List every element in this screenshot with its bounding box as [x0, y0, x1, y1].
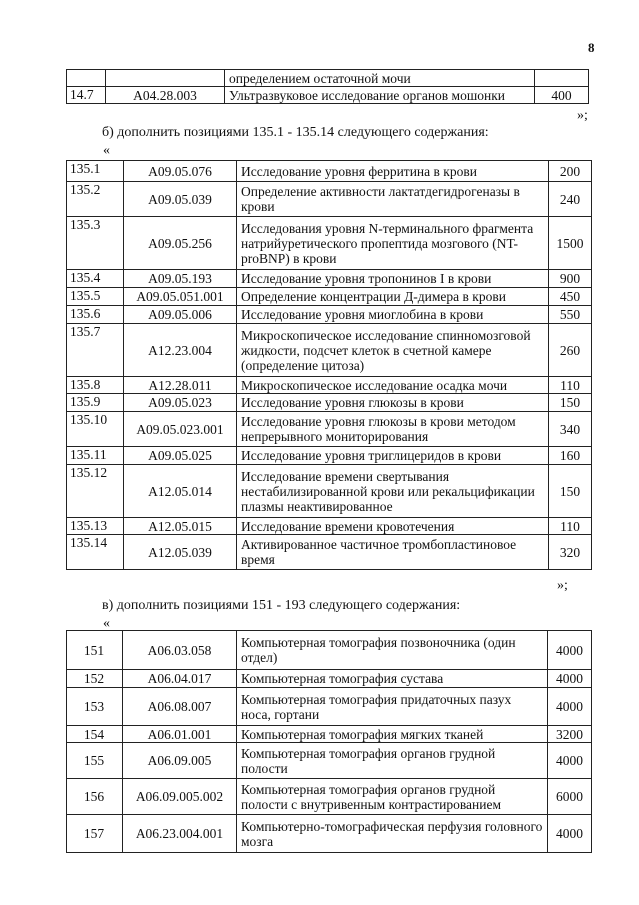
service-name: Исследование уровня миоглобина в крови — [237, 306, 549, 324]
service-price: 1500 — [549, 217, 592, 270]
service-price: 110 — [549, 518, 592, 535]
table-row — [67, 412, 592, 447]
service-code: A09.05.006 — [124, 306, 237, 324]
service-price: 160 — [549, 447, 592, 465]
page-number: 8 — [588, 40, 595, 55]
service-code: A06.01.001 — [123, 726, 237, 743]
service-name: Компьютерная томография сустава — [237, 670, 548, 688]
table-row — [67, 465, 592, 518]
table-row — [67, 182, 592, 217]
service-price: 110 — [549, 377, 592, 394]
row-number: 135.8 — [67, 377, 124, 394]
table-row — [67, 779, 592, 815]
row-number: 135.2 — [67, 182, 124, 217]
service-price: 4000 — [548, 688, 592, 726]
row-number: 135.11 — [67, 447, 124, 465]
table-row — [67, 394, 592, 412]
service-name: Компьютерная томография органов грудной полости — [237, 743, 548, 779]
service-price: 320 — [549, 535, 592, 570]
service-price: 4000 — [548, 815, 592, 853]
service-code: A12.28.011 — [124, 377, 237, 394]
service-price — [535, 70, 589, 87]
service-price: 450 — [549, 288, 592, 306]
table-row — [67, 670, 592, 688]
table-row — [67, 217, 592, 270]
row-number: 152 — [67, 670, 123, 688]
service-name: Исследование уровня глюкозы в крови методом непрерывного мониторирования — [237, 412, 549, 447]
service-price: 400 — [535, 87, 589, 104]
service-price: 4000 — [548, 743, 592, 779]
service-name: Компьютерная томография мягких тканей — [237, 726, 548, 743]
service-name: Определение концентрации Д-димера в крови — [237, 288, 549, 306]
table-row — [67, 377, 592, 394]
row-number: 135.13 — [67, 518, 124, 535]
row-number: 135.5 — [67, 288, 124, 306]
table-row — [67, 306, 592, 324]
service-name: Исследование уровня ферритина в крови — [237, 161, 549, 182]
closing-quote: »; — [557, 578, 568, 593]
service-name: Компьютерная томография позвоночника (один отдел) — [237, 631, 548, 670]
service-name: Активированное частичное тромбопластиновое время — [237, 535, 549, 570]
service-code: A06.03.058 — [123, 631, 237, 670]
row-number: 14.7 — [67, 87, 106, 104]
row-number: 135.10 — [67, 412, 124, 447]
service-name: Компьютерная томография органов грудной полости с внутривенным контрастированием — [237, 779, 548, 815]
table-row — [67, 324, 592, 377]
service-name: Исследование времени кровотечения — [237, 518, 549, 535]
table-row — [67, 726, 592, 743]
service-name: Исследование уровня тропонинов I в крови — [237, 270, 549, 288]
table-row — [67, 743, 592, 779]
service-price: 340 — [549, 412, 592, 447]
service-name: Микроскопическое исследование осадка мочи — [237, 377, 549, 394]
service-name: Исследование уровня триглицеридов в крови — [237, 447, 549, 465]
row-number: 157 — [67, 815, 123, 853]
section-c-heading: в) дополнить позициями 151 - 193 следующего содержания: — [102, 598, 461, 613]
service-price: 200 — [549, 161, 592, 182]
service-code: A12.05.039 — [124, 535, 237, 570]
service-code: A06.09.005.002 — [123, 779, 237, 815]
service-price: 150 — [549, 465, 592, 518]
service-code: A09.05.039 — [124, 182, 237, 217]
table-row — [67, 518, 592, 535]
service-code: A09.05.023 — [124, 394, 237, 412]
top-table — [66, 69, 589, 104]
service-price: 6000 — [548, 779, 592, 815]
table-row — [67, 270, 592, 288]
closing-quote: »; — [577, 108, 588, 123]
table-row — [67, 87, 589, 104]
service-code: A06.08.007 — [123, 688, 237, 726]
table-row — [67, 688, 592, 726]
service-code: A09.05.193 — [124, 270, 237, 288]
service-name: Ультразвуковое исследование органов мошонки — [225, 87, 535, 104]
row-number: 155 — [67, 743, 123, 779]
service-name: Компьютерно-томографическая перфузия головного мозга — [237, 815, 548, 853]
table-row — [67, 815, 592, 853]
service-name: Исследования уровня N-терминального фрагмента натрийуретического пропептида мозгового (NT-proBNP) в крови — [237, 217, 549, 270]
service-code: A04.28.003 — [106, 87, 225, 104]
opening-quote: « — [103, 143, 110, 158]
service-price: 3200 — [548, 726, 592, 743]
opening-quote: « — [103, 616, 110, 631]
row-number: 135.6 — [67, 306, 124, 324]
service-price: 4000 — [548, 631, 592, 670]
section-b-heading: б) дополнить позициями 135.1 - 135.14 следующего содержания: — [102, 125, 489, 140]
row-number: 135.14 — [67, 535, 124, 570]
service-price: 550 — [549, 306, 592, 324]
service-name: Исследование времени свертывания нестабилизированной крови или рекальцификации плазмы неактивированное — [237, 465, 549, 518]
service-name: определением остаточной мочи — [225, 70, 535, 87]
service-name: Определение активности лактатдегидрогеназы в крови — [237, 182, 549, 217]
service-price: 150 — [549, 394, 592, 412]
service-name: Исследование уровня глюкозы в крови — [237, 394, 549, 412]
row-number: 135.12 — [67, 465, 124, 518]
table-row — [67, 631, 592, 670]
row-number: 135.4 — [67, 270, 124, 288]
service-code: A06.09.005 — [123, 743, 237, 779]
service-price: 260 — [549, 324, 592, 377]
table-row — [67, 288, 592, 306]
service-code: A06.04.017 — [123, 670, 237, 688]
table-row — [67, 70, 589, 87]
row-number: 154 — [67, 726, 123, 743]
service-code: A06.23.004.001 — [123, 815, 237, 853]
table-row — [67, 161, 592, 182]
row-number — [67, 70, 106, 87]
service-code: A12.05.015 — [124, 518, 237, 535]
table-row — [67, 447, 592, 465]
service-price: 4000 — [548, 670, 592, 688]
service-name: Компьютерная томография придаточных пазух носа, гортани — [237, 688, 548, 726]
service-code: A09.05.025 — [124, 447, 237, 465]
section-b-table — [66, 160, 592, 570]
service-code: A09.05.051.001 — [124, 288, 237, 306]
service-code: A09.05.076 — [124, 161, 237, 182]
service-code — [106, 70, 225, 87]
row-number: 135.1 — [67, 161, 124, 182]
service-price: 900 — [549, 270, 592, 288]
row-number: 135.7 — [67, 324, 124, 377]
row-number: 135.3 — [67, 217, 124, 270]
service-price: 240 — [549, 182, 592, 217]
section-c-table — [66, 630, 592, 853]
service-name: Микроскопическое исследование спинномозговой жидкости, подсчет клеток в счетной камере (определение цитоза) — [237, 324, 549, 377]
row-number: 151 — [67, 631, 123, 670]
service-code: A09.05.023.001 — [124, 412, 237, 447]
row-number: 153 — [67, 688, 123, 726]
service-code: A09.05.256 — [124, 217, 237, 270]
table-row — [67, 535, 592, 570]
row-number: 135.9 — [67, 394, 124, 412]
service-code: A12.23.004 — [124, 324, 237, 377]
service-code: A12.05.014 — [124, 465, 237, 518]
row-number: 156 — [67, 779, 123, 815]
